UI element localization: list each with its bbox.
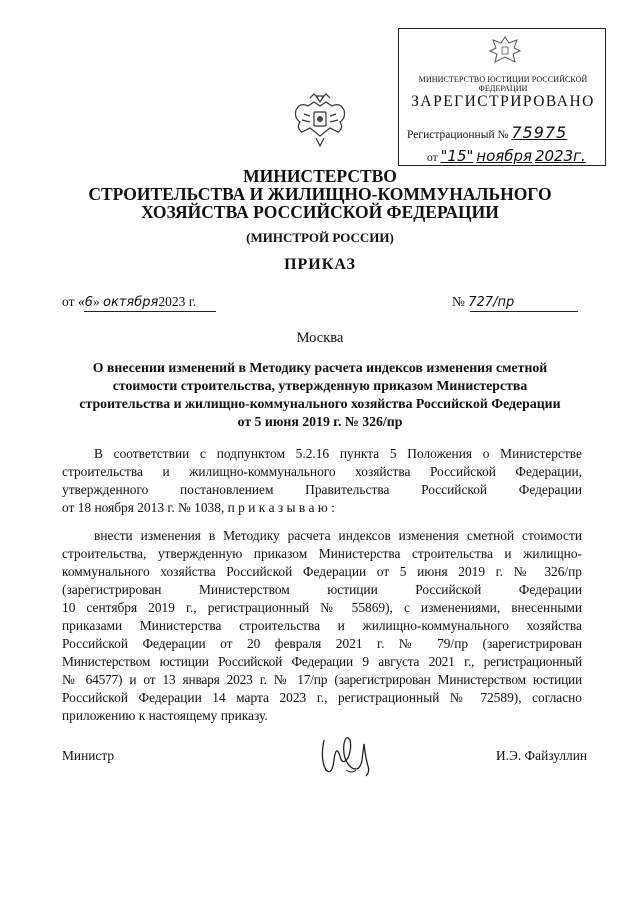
date-underline	[84, 311, 216, 312]
paragraph-line: Российской Федерации 14 марта 2023 г., регистрационный № 72589), согласно	[62, 690, 582, 705]
order-number	[452, 294, 514, 310]
minister-name: И.Э. Файзуллин	[496, 748, 588, 763]
paragraph-line: строительства, утвержденную приказом Министерства строительства и жилищно-	[62, 546, 582, 561]
order-date	[62, 294, 196, 310]
paragraph-line: коммунального хозяйства Российской Федерации от 5 июня 2019 г. № 326/пр	[62, 564, 582, 579]
paragraph-line: приказами Министерства строительства и жилищно-коммунального хозяйства	[62, 618, 582, 633]
order-heading-line: О внесении изменений в Методику расчета индексов изменения сметной	[92, 360, 548, 375]
stamp-ministry-label: МИНИСТЕРСТВО ЮСТИЦИИ РОССИЙСКОЙ ФЕДЕРАЦИИ	[418, 75, 588, 93]
stamp-date-day: "15"	[440, 147, 474, 165]
paragraph-line: (зарегистрирован Министерством юстиции Российской Федерации	[62, 582, 582, 597]
order-date-year: 2023 г.	[158, 294, 197, 309]
handwritten-signature-icon	[316, 730, 376, 782]
stamp-reg-number: 75975	[511, 123, 568, 142]
paragraph-line: В соответствии с подпунктом 5.2.16 пункта 5 Положения о Министерстве	[94, 446, 582, 461]
order-date-month: октября	[103, 295, 159, 310]
ministry-title-line-1: МИНИСТЕРСТВО	[243, 166, 397, 186]
stamp-date-prefix: от	[427, 152, 438, 164]
number-underline	[470, 311, 578, 312]
paragraph-line: Министерством юстиции Российской Федерации 9 августа 2021 г., регистрационный	[62, 654, 582, 669]
order-date-prefix: от «	[62, 294, 85, 309]
stamp-emblem-icon	[487, 33, 523, 67]
ministry-title-line-2: СТРОИТЕЛЬСТВА И ЖИЛИЩНО-КОММУНАЛЬНОГО	[88, 184, 552, 204]
paragraph-line: Российской Федерации от 20 февраля 2021 г. № 79/пр (зарегистрирован	[62, 636, 582, 651]
order-date-mid: »	[92, 294, 100, 309]
order-heading-line: стоимости строительства, утвержденную приказом Министерства	[112, 378, 528, 393]
paragraph-line: 10 сентября 2019 г., регистрационный № 55869), с изменениями, внесенными	[62, 600, 582, 615]
registration-stamp	[398, 28, 606, 166]
paragraph-line: утвержденного постановлением Правительства Российской Федерации	[62, 482, 582, 497]
paragraph-line: № 64577) и от 13 января 2023 г. № 17/пр (зарегистрирован Министерством юстиции	[62, 672, 582, 687]
stamp-date-year: 2023г.	[534, 147, 586, 165]
stamp-registered-label: ЗАРЕГИСТРИРОВАНО	[411, 93, 595, 110]
order-heading-line: строительства и жилищно-коммунального хозяйства Российской Федерации	[79, 396, 561, 411]
stamp-date-month: ноября	[476, 147, 533, 165]
order-date-day: 6	[84, 295, 93, 310]
paragraph-line: строительства и жилищно-коммунального хозяйства Российской Федерации,	[62, 464, 582, 479]
stamp-date-line	[427, 147, 586, 165]
ministry-short-name: (МИНСТРОЙ РОССИИ)	[246, 230, 394, 245]
document-type-title: ПРИКАЗ	[284, 256, 356, 273]
city-label: Москва	[296, 330, 344, 346]
paragraph-line: от 18 ноября 2013 г. № 1038, п р и к а з ы в а ю :	[62, 500, 335, 515]
paragraph-line: внести изменения в Методику расчета индексов изменения сметной стоимости	[94, 528, 582, 543]
ministry-title-line-3: ХОЗЯЙСТВА РОССИЙСКОЙ ФЕДЕРАЦИИ	[141, 202, 499, 222]
stamp-reg-label: Регистрационный №	[407, 129, 509, 141]
paragraph-line: приложению к настоящему приказу.	[62, 708, 268, 723]
minister-position-label: Министр	[62, 748, 115, 763]
order-number-value: 727/пр	[468, 295, 515, 310]
order-number-prefix: №	[452, 294, 465, 309]
double-headed-eagle-emblem-icon	[290, 92, 350, 148]
stamp-registration-line	[407, 123, 567, 142]
order-heading-line: от 5 июня 2019 г. № 326/пр	[237, 414, 403, 429]
